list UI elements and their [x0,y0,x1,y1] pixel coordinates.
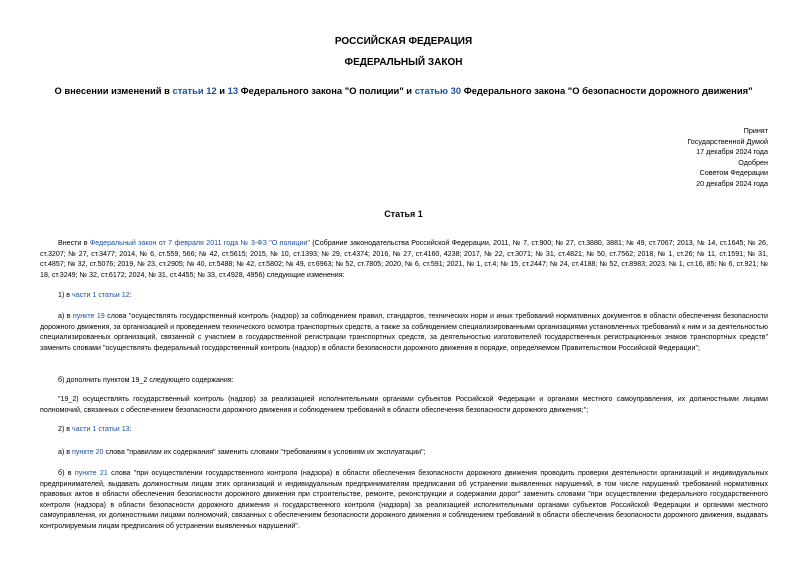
paragraph-intro [40,238,768,280]
link-article-13[interactable]: 13 [227,85,239,96]
link-part1-article13[interactable]: части 1 статьи 13 [72,425,130,433]
link-part1-article12[interactable]: части 1 статьи 12 [72,291,130,299]
paragraph-text: (Собрание законодательства Российской Федерации, 2011, № 7, ст.900; № 27, ст.3880, 3881; № 49, ст.7067; 2013, № 14, ст.1645; № 26, ст.3207; № 27, ст.3477; 2014, № 6, ст.559, 566; № 42, ст.5615; 2015, № 10, ст.1393; № 29, ст.4374; 2016, № 27, ст.4160, 4238; 2017, № 22, ст.3071; № 31, ст.4821; № 50, ст.7562; 2018, № 1, ст.26; № 11, ст.1591; № 31, ст.4857; № 32, ст.5076; 2019, № 23, ст.2905; № 40, ст.5488; № 42, ст.5802; № 49, ст.6963; № 52, ст.7805; 2020, № 6, ст.591; 2021, № 1, ст.4; № 15, ст.2447; № 24, ст.4188; № 52, ст.8983; 2023, № 1, ст.16, 85; № 6, ст.921; № 18, ст.3249; № 32, ст.6172; 2024, № 31, ст.4455; № 33, ст.4928, 4956) следующие изменения: [40,239,768,279]
paragraph-text: слова "осуществлять государственный контроль (надзор) за соблюдением правил, стандартов, технических норм и иных требований нормативных документов в области обеспечения безопасности дорожного движения, за организацией и проведением технического осмотра транспортных средств, а также за соблюдением специализированными организациями установленных требований к ним и за деятельностью специализированных организаций, связанной с участием в государственной регистрации транспортных средств, за деятельностью изготовителей государственных регистрационных знаков транспортных средств" заменить словами "осуществлять федеральный государственный контроль (надзор) в области безопасности дорожного движения в порядке, определяемом Правительством Российской Федерации"; [40,312,768,352]
paragraph-text: а) в [58,448,73,456]
approval-line: Одобрен [738,157,768,167]
paragraph-text: 2) в [58,425,73,433]
adoption-date: 17 декабря 2024 года [696,147,768,157]
paragraph-item-1b: б) дополнить пунктом 19_2 следующего содержания: [58,376,234,384]
link-point-21[interactable]: пункте 21 [74,469,108,477]
title-text: О внесении изменений в [54,85,173,96]
paragraph-text: а) в [58,312,73,320]
law-type-heading: ФЕДЕРАЛЬНЫЙ ЗАКОН [344,57,463,68]
paragraph-item-2 [40,424,768,435]
paragraph-text: слова "при осуществлении государственного контроля (надзора) в области обеспечения безопасности дорожного движения проводить проверки деятельности организаций и индивидуальных предпринимателей, выдавать должностным лицам этих организаций и индивидуальным предпринимателям предписания об устранении выявленных нарушений, в том числе нарушений требований нормативных правовых актов в области обеспечения безопасности дорожного движения при строительстве, ремонте, реконструкции и содержании дорог" заменить словами "при осуществлении федерального государственного контроля (надзора) в области безопасности дорожного движения и государственного контроля (надзора) за реализацией исполнительными органами субъектов Российской Федерации и органами местного самоуправления, их должностными лицами полномочий, связанных с обеспечением безопасности дорожного движения и соблюдением требований в области обеспечения безопасности дорожного движения, выдавать контролируемым лицам предписания об устранении выявленных нарушений". [40,469,769,530]
paragraph-text: 1) в [58,291,73,299]
law-title [0,85,807,96]
link-police-law[interactable]: Федеральный закон от 7 февраля 2011 года № 3-ФЗ "О полиции" [89,239,310,247]
paragraph-text: : [129,291,132,299]
title-text: Федерального закона "О полиции" и [238,85,415,96]
federation-heading: РОССИЙСКАЯ ФЕДЕРАЦИЯ [334,36,473,47]
paragraph-text: : [129,425,132,433]
link-article-30[interactable]: статью 30 [414,85,462,96]
adoption-line: Принят [743,126,768,135]
link-point-19[interactable]: пункте 19 [72,312,105,320]
paragraph-item-2a [40,447,768,458]
approval-date: 20 декабря 2024 года [696,178,768,188]
paragraph-text: слова "правилам их содержания" заменить словами "требованиям к условиям их эксплуатации"; [103,448,426,456]
paragraph-text: б) в [58,469,75,477]
adoption-line: Государственной Думой [687,136,768,146]
article-title: Статья 1 [384,209,423,219]
paragraph-item-1a [40,311,768,353]
link-article-12[interactable]: статьи 12 [172,85,217,96]
paragraph-item-19-2: "19_2) осуществлять государственный контроль (надзор) за реализацией исполнительными органами субъектов Российской Федерации и органами местного самоуправления, их должностными лицами полномочий, связанных с обеспечением безопасности дорожного движения и соблюдением требований в области обеспечения безопасности дорожного движения;"; [40,395,768,414]
paragraph-item-1 [40,290,768,301]
adoption-block [687,126,768,190]
approval-line: Советом Федерации [699,168,768,178]
title-text: Федерального закона "О безопасности дорожного движения" [461,85,753,96]
title-text: и [216,85,228,96]
paragraph-text: Внести в [58,239,90,247]
paragraph-item-2b [40,468,768,532]
link-point-20[interactable]: пункте 20 [72,448,104,456]
